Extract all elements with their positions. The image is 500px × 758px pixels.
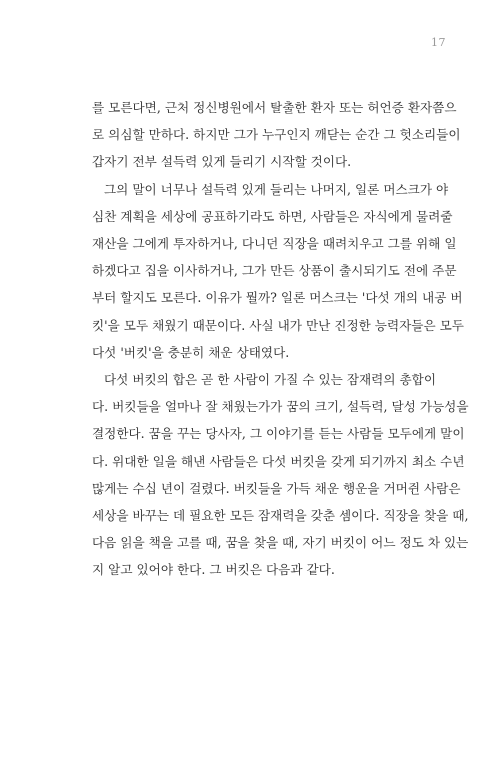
text-line: 다. 위대한 일을 해낸 사람들은 다섯 버킷을 갖게 되기까지 최소 수년 bbox=[92, 453, 465, 469]
text-line: 다음 읽을 책을 고를 때, 꿈을 찾을 때, 자기 버킷이 어느 정도 차 있는 bbox=[92, 535, 469, 551]
text-line: 다. 버킷들을 얼마나 잘 채웠는가가 꿈의 크기, 설득력, 달성 가능성을 bbox=[92, 399, 469, 415]
text-line: 세상을 바꾸는 데 필요한 모든 잠재력을 갖춘 셈이다. 직장을 찾을 때, bbox=[92, 508, 469, 524]
text-line: 지 알고 있어야 한다. 그 버킷은 다음과 같다. bbox=[92, 562, 335, 578]
text-line: 다섯 '버킷'을 충분히 채운 상태였다. bbox=[92, 344, 290, 360]
text-line: 재산을 그에게 투자하거나, 다니던 직장을 때려치우고 그를 위해 일 bbox=[92, 236, 457, 252]
paragraph-3 bbox=[92, 366, 469, 584]
text-line: 결정한다. 꿈을 꾸는 당사자, 그 이야기를 듣는 사람들 모두에게 말이 bbox=[92, 426, 465, 442]
body-text bbox=[92, 94, 469, 584]
text-line: 를 모른다면, 근처 정신병원에서 탈출한 환자 또는 허언증 환자쯤으 bbox=[92, 100, 457, 115]
text-line: 킷'을 모두 채웠기 때문이다. 사실 내가 만난 진정한 능력자들은 모두 bbox=[92, 317, 464, 333]
text-line: 많게는 수십 년이 걸렸다. 버킷들을 가득 채운 행운을 거머쥔 사람은 bbox=[92, 480, 461, 496]
text-line: 심찬 계획을 세상에 공표하기라도 하면, 사람들은 자식에게 물려줄 bbox=[92, 208, 453, 224]
paragraph-2 bbox=[92, 176, 464, 366]
text-line: 갑자기 전부 설득력 있게 들리기 시작할 것이다. bbox=[92, 154, 352, 170]
text-line: 부터 할지도 모른다. 이유가 뭘까? 일론 머스크는 '다섯 개의 내공 버 bbox=[92, 290, 463, 306]
text-line: 그의 말이 너무나 설득력 있게 들리는 나머지, 일론 머스크가 야 bbox=[104, 181, 449, 197]
text-line: 하겠다고 집을 이사하거나, 그가 만든 상품이 출시되기도 전에 주문 bbox=[92, 263, 457, 279]
text-line: 로 의심할 만하다. 하지만 그가 누구인지 깨닫는 순간 그 헛소리들이 bbox=[92, 127, 461, 143]
page-number: 17 bbox=[431, 36, 446, 49]
paragraph-1 bbox=[92, 94, 461, 176]
text-line: 다섯 버킷의 합은 곧 한 사람이 가질 수 있는 잠재력의 총합이 bbox=[104, 372, 437, 388]
